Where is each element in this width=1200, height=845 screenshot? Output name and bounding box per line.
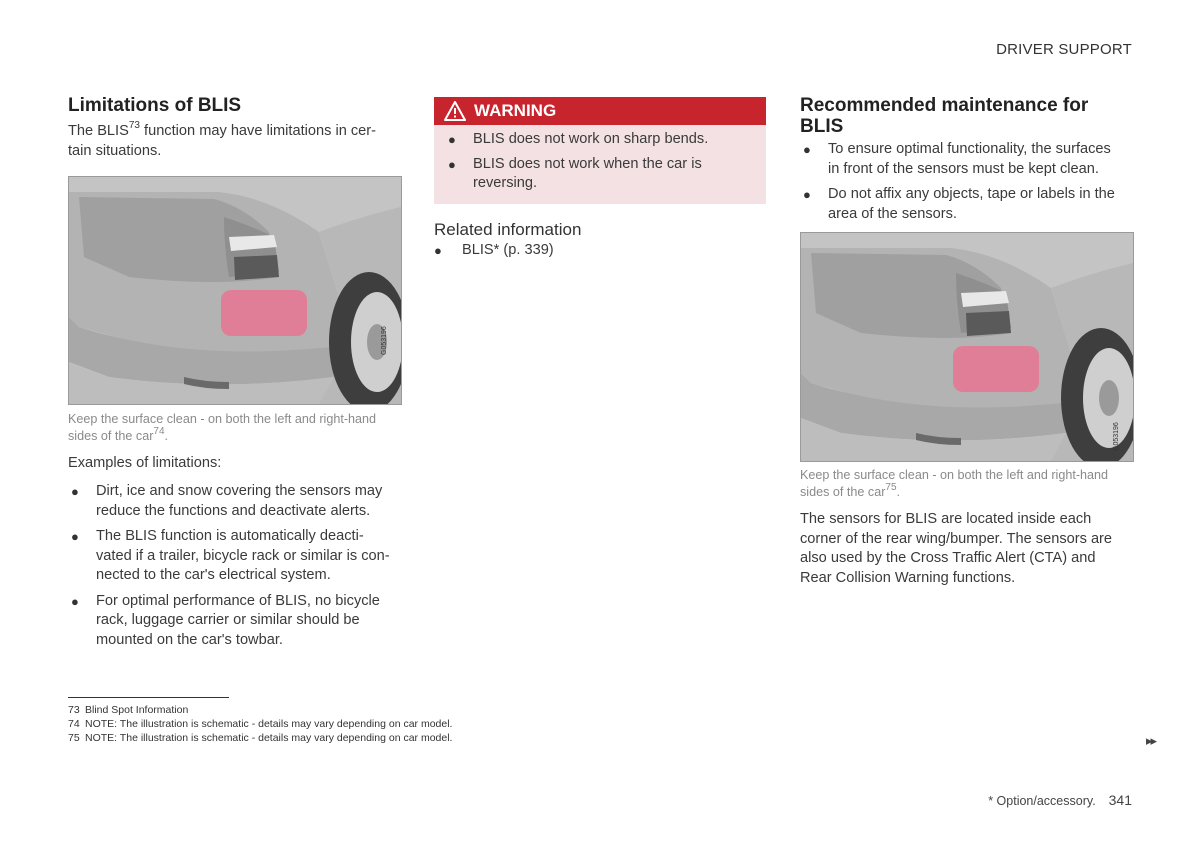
list-item bbox=[68, 592, 408, 651]
page-number: 341 bbox=[1108, 792, 1132, 808]
list-text: rack, luggage carrier or similar should be bbox=[96, 612, 360, 628]
continue-arrows-icon[interactable]: ▸▸ bbox=[1146, 733, 1156, 748]
list-text: BLIS does not work when the car is bbox=[473, 155, 702, 172]
list-text: area of the sensors. bbox=[828, 205, 957, 222]
para-line: The sensors for BLIS are located inside each bbox=[800, 511, 1092, 527]
list-item bbox=[445, 130, 755, 150]
para-line: corner of the rear wing/bumper. The sensors are bbox=[800, 530, 1113, 547]
para-line: Rear Collision Warning functions. bbox=[800, 569, 1016, 586]
car-rear-illustration bbox=[801, 233, 1133, 461]
footnote-text: NOTE: The illustration is schematic - details may vary depending on car model. bbox=[85, 732, 453, 744]
related-info-heading: Related information bbox=[434, 220, 582, 239]
list-item bbox=[68, 527, 408, 586]
related-link-blis[interactable]: BLIS* (p. 339) bbox=[462, 242, 554, 258]
bullet-icon: ● bbox=[803, 142, 811, 157]
footnote-divider bbox=[68, 697, 229, 698]
title-line: BLIS bbox=[800, 116, 844, 137]
list-item bbox=[800, 140, 1140, 179]
warning-title: WARNING bbox=[474, 101, 557, 120]
col1-intro bbox=[68, 122, 408, 161]
list-text: To ensure optimal functionality, the surfaces bbox=[828, 141, 1111, 157]
section-header: DRIVER SUPPORT bbox=[996, 41, 1132, 58]
list-text: reversing. bbox=[473, 175, 538, 191]
bullet-icon: ● bbox=[434, 243, 442, 258]
bullet-icon: ● bbox=[71, 593, 79, 609]
list-text: in front of the sensors must be kept clean. bbox=[828, 160, 1099, 177]
bullet-icon: ● bbox=[448, 156, 456, 172]
caption-text: Keep the surface clean - on both the left and right-hand bbox=[800, 468, 1109, 482]
caption-text-line2: sides of the car bbox=[800, 485, 886, 499]
list-text: Do not affix any objects, tape or labels in the bbox=[828, 186, 1115, 202]
footnote-number: 74 bbox=[68, 718, 80, 730]
image-code: G053196 bbox=[381, 326, 388, 355]
footnote-text: NOTE: The illustration is schematic - details may vary depending on car model. bbox=[85, 718, 453, 730]
list-item bbox=[434, 241, 764, 261]
footnote-ref-74[interactable]: 74 bbox=[153, 425, 165, 437]
intro-text: The BLIS bbox=[68, 123, 129, 139]
examples-label: Examples of limitations: bbox=[68, 455, 222, 471]
footnotes bbox=[68, 703, 452, 745]
maintenance-list bbox=[800, 140, 1140, 224]
bullet-icon: ● bbox=[71, 529, 79, 544]
footnote-number: 75 bbox=[68, 732, 80, 744]
title-line: Recommended maintenance for bbox=[800, 95, 1089, 116]
list-item bbox=[445, 155, 755, 194]
warning-triangle-icon bbox=[444, 101, 466, 121]
list-text: nected to the car's electrical system. bbox=[96, 567, 331, 583]
caption-end: . bbox=[896, 485, 901, 499]
footnote-ref-75[interactable]: 75 bbox=[885, 481, 897, 493]
col1-title: Limitations of BLIS bbox=[68, 95, 242, 116]
list-item bbox=[800, 185, 1140, 224]
col1-caption bbox=[68, 411, 408, 445]
warning-body bbox=[434, 125, 766, 204]
footnote-74 bbox=[68, 717, 452, 731]
list-text: vated if a trailer, bicycle rack or similar is con- bbox=[96, 547, 390, 564]
bullet-icon: ● bbox=[803, 187, 811, 202]
footnote-text: Blind Spot Information bbox=[85, 704, 189, 716]
list-text: The BLIS function is automatically deacti- bbox=[96, 528, 364, 544]
related-list bbox=[434, 241, 764, 261]
caption-text-line2: sides of the car bbox=[68, 429, 154, 443]
page-footer bbox=[988, 792, 1132, 808]
sensor-area-highlight bbox=[953, 346, 1039, 392]
para-line: also used by the Cross Traffic Alert (CTA) and bbox=[800, 550, 1096, 566]
footnote-ref-73[interactable]: 73 bbox=[128, 120, 140, 132]
caption-text: Keep the surface clean - on both the left and right-hand bbox=[68, 412, 377, 426]
list-text: BLIS does not work on sharp bends. bbox=[473, 131, 709, 147]
list-text: reduce the functions and deactivate alerts. bbox=[96, 502, 371, 519]
warning-header bbox=[434, 97, 766, 125]
list-text: mounted on the car's towbar. bbox=[96, 631, 283, 648]
col3-caption bbox=[800, 467, 1140, 501]
intro-text-line2: tain situations. bbox=[68, 142, 162, 159]
footnote-number: 73 bbox=[68, 704, 80, 716]
footnote-75 bbox=[68, 731, 452, 745]
image-code: G053196 bbox=[1113, 422, 1120, 451]
sensor-illustration-right bbox=[800, 232, 1134, 462]
bullet-icon: ● bbox=[448, 132, 456, 147]
list-item bbox=[68, 482, 408, 521]
sensor-illustration-left bbox=[68, 176, 402, 405]
sensor-area-highlight bbox=[221, 290, 307, 336]
caption-end: . bbox=[164, 429, 169, 443]
limitations-list bbox=[68, 482, 408, 650]
list-text: Dirt, ice and snow covering the sensors may bbox=[96, 483, 383, 499]
list-text: For optimal performance of BLIS, no bicycle bbox=[96, 592, 380, 609]
sensor-location-paragraph bbox=[800, 510, 1140, 588]
option-accessory-note: * Option/accessory. bbox=[988, 794, 1096, 808]
col3-title bbox=[800, 95, 1140, 137]
intro-text-cont: function may have limitations in cer- bbox=[139, 123, 376, 139]
bullet-icon: ● bbox=[71, 484, 79, 499]
footnote-73 bbox=[68, 703, 452, 717]
col3-title-wrap bbox=[800, 95, 1140, 137]
warning-list bbox=[445, 130, 755, 194]
col1-title-wrap bbox=[68, 95, 241, 116]
car-rear-illustration bbox=[69, 177, 401, 404]
